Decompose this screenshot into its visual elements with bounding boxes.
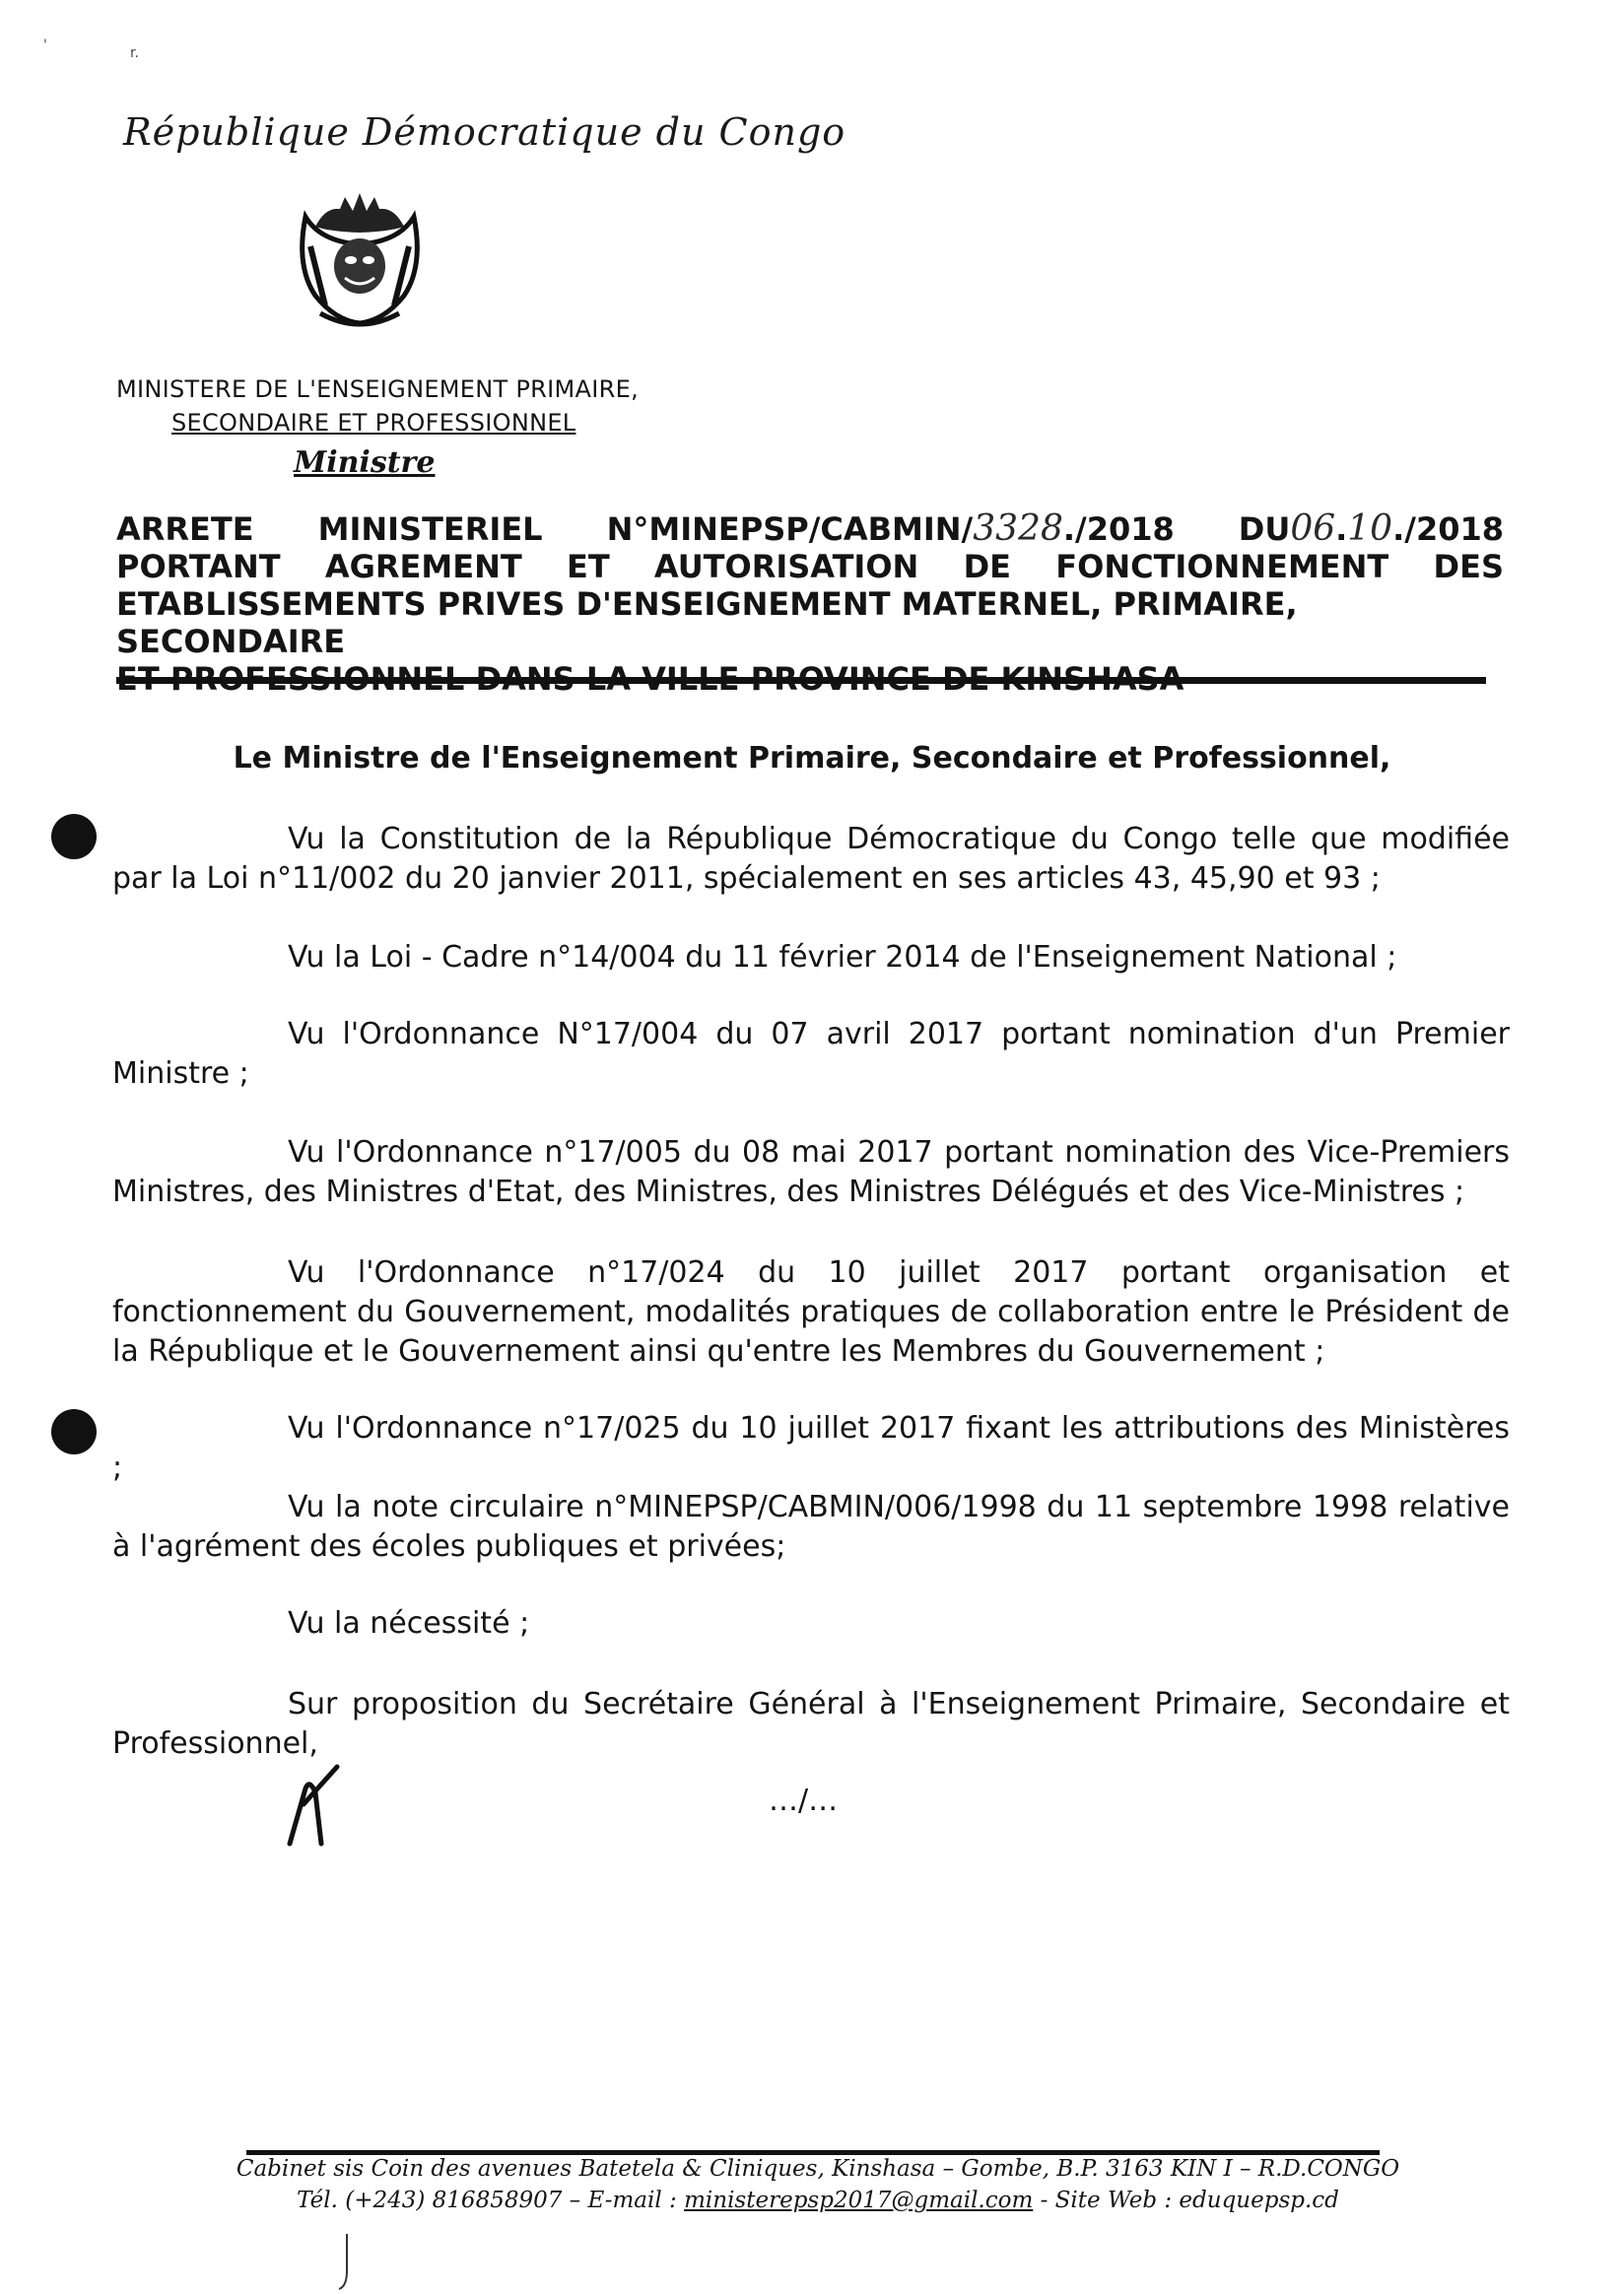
title-word: PORTANT bbox=[116, 548, 281, 585]
footer-contact bbox=[197, 2188, 1439, 2213]
republic-name: République Démocratique du Congo bbox=[123, 110, 846, 154]
signature-initial bbox=[276, 1759, 345, 1848]
paragraph-ordonnance-gouvernement: Vu l'Ordonnance n°17/024 du 10 juillet 2017 portant organisation et fonctionnement du Gouvernement, modalités pratiques de collaboration entre le Président de la République et le Gouvernement ainsi qu'entre les Membres du Gouvernement ; bbox=[112, 1255, 1510, 1369]
ministry-line-2: SECONDAIRE ET PROFESSIONNEL bbox=[171, 409, 576, 437]
paragraph-necessite: Vu la nécessité ; bbox=[288, 1606, 530, 1641]
footer-web: - Site Web : eduquepsp.cd bbox=[1033, 2188, 1339, 2213]
punch-hole bbox=[51, 1409, 97, 1454]
title-word: AUTORISATION bbox=[653, 548, 919, 585]
paragraph-ordonnance-attributions: Vu l'Ordonnance n°17/025 du 10 juillet 2017 fixant les attributions des Ministères ; bbox=[112, 1411, 1510, 1485]
ministre-label: Ministre bbox=[294, 445, 436, 480]
decree-number bbox=[607, 510, 1175, 548]
paragraph-constitution: Vu la Constitution de la République Démocratique du Congo telle que modifiée par la Loi n°11/002 du 20 janvier 2011, spécialement en ses articles 43, 45,90 et 93 ; bbox=[112, 822, 1510, 896]
continuation-marker: …/… bbox=[769, 1784, 839, 1818]
scan-mark: ' bbox=[43, 37, 47, 53]
title-line-2 bbox=[116, 548, 1504, 585]
decree-date bbox=[1239, 510, 1504, 548]
minister-heading: Le Ministre de l'Enseignement Primaire, Secondaire et Professionnel, bbox=[233, 741, 1391, 776]
title-word: DES bbox=[1433, 548, 1504, 585]
footer-address: Cabinet sis Coin des avenues Batetela & Cliniques, Kinshasa – Gombe, B.P. 3163 KIN I – R.D.CONGO bbox=[236, 2156, 1400, 2182]
title-line-3: ETABLISSEMENTS PRIVES D'ENSEIGNEMENT MATERNEL, PRIMAIRE, SECONDAIRE bbox=[116, 585, 1298, 660]
decree-year: ./2018 bbox=[1062, 510, 1175, 548]
paragraph-ordonnance-premier-ministre: Vu l'Ordonnance N°17/004 du 07 avril 2017 portant nomination d'un Premier Ministre ; bbox=[112, 1017, 1510, 1091]
date-separator: . bbox=[1335, 510, 1348, 548]
ministry-line-1: MINISTERE DE L'ENSEIGNEMENT PRIMAIRE, bbox=[116, 375, 640, 403]
title-word: ET bbox=[566, 548, 610, 585]
scan-mark: r. bbox=[130, 45, 139, 61]
handwritten-day: 06 bbox=[1290, 508, 1336, 549]
date-year: ./2018 bbox=[1392, 510, 1504, 548]
paragraph-ordonnance-ministres: Vu l'Ordonnance n°17/005 du 08 mai 2017 portant nomination des Vice-Premiers Ministres, des Ministres d'Etat, des Ministres, des Ministres Délégués et des Vice-Ministres ; bbox=[112, 1135, 1510, 1209]
paragraph-note-circulaire: Vu la note circulaire n°MINEPSP/CABMIN/006/1998 du 11 septembre 1998 relative à l'agrément des écoles publiques et privées; bbox=[112, 1490, 1510, 1564]
document-title bbox=[116, 510, 1504, 698]
punch-hole bbox=[51, 814, 97, 859]
title-rule bbox=[116, 677, 1486, 684]
title-word: MINISTERIEL bbox=[317, 510, 543, 548]
footer-email: ministerepsp2017@gmail.com bbox=[684, 2188, 1034, 2213]
footer-tel: Tél. (+243) 816858907 – E-mail : bbox=[297, 2188, 685, 2213]
scan-mark bbox=[335, 2232, 355, 2291]
decree-number-prefix: N°MINEPSP/CABMIN/ bbox=[606, 510, 974, 548]
title-word: DE bbox=[963, 548, 1011, 585]
title-word: FONCTIONNEMENT bbox=[1055, 548, 1389, 585]
handwritten-number: 3328 bbox=[973, 508, 1063, 549]
title-word: ARRETE bbox=[116, 510, 254, 548]
title-line-1 bbox=[116, 510, 1504, 548]
paragraph-loi-cadre: Vu la Loi - Cadre n°14/004 du 11 février 2014 de l'Enseignement National ; bbox=[288, 940, 1397, 975]
handwritten-month: 10 bbox=[1347, 508, 1393, 549]
ministry-name bbox=[116, 372, 639, 439]
date-prefix: DU bbox=[1238, 510, 1291, 548]
coat-of-arms-emblem bbox=[286, 187, 434, 335]
paragraph-proposition: Sur proposition du Secrétaire Général à l'Enseignement Primaire, Secondaire et Professionnel, bbox=[112, 1687, 1510, 1761]
title-word: AGREMENT bbox=[324, 548, 522, 585]
footer-rule bbox=[246, 2150, 1380, 2155]
